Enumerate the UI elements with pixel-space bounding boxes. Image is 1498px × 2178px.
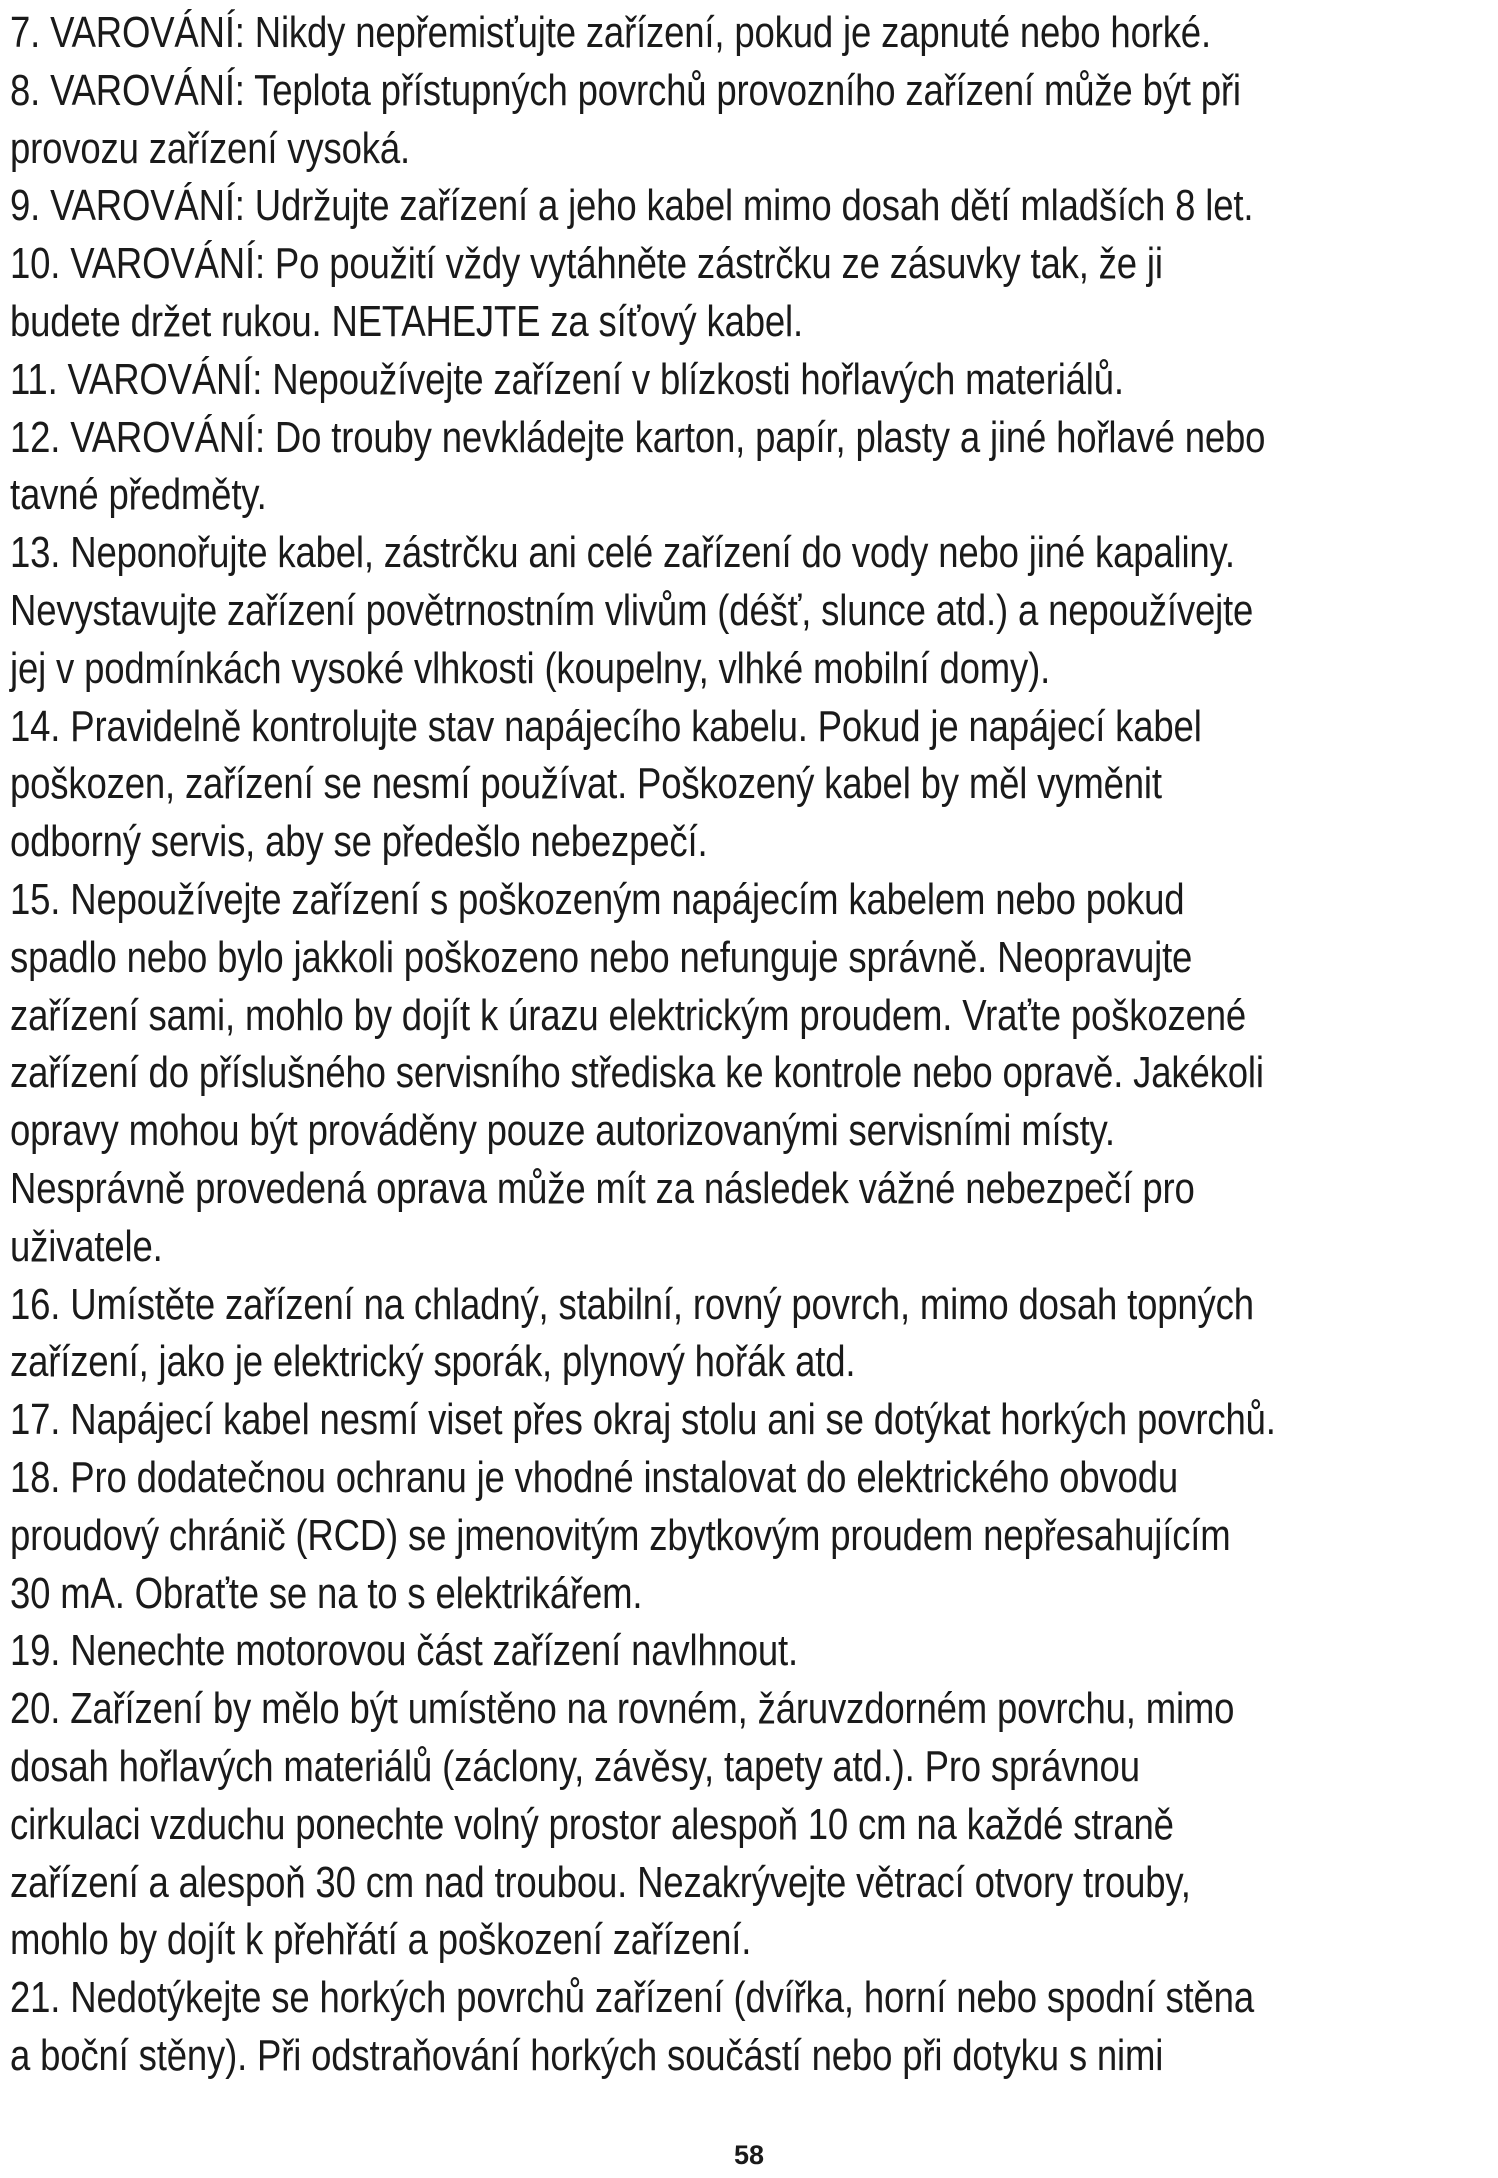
text-line: 16. Umístěte zařízení na chladný, stabilní, rovný povrch, mimo dosah topných (10, 1279, 1254, 1329)
text-line: a boční stěny). Při odstraňování horkých součástí nebo při dotyku s nimi (10, 2030, 1164, 2080)
text-line: opravy mohou být prováděny pouze autorizovanými servisními místy. (10, 1106, 1115, 1156)
safety-instructions-text (10, 4, 1276, 2085)
text-line: jej v podmínkách vysoké vlhkosti (koupelny, vlhké mobilní domy). (10, 643, 1051, 693)
text-line: tavné předměty. (10, 470, 267, 520)
text-line: zařízení a alespoň 30 cm nad troubou. Nezakrývejte větrací otvory trouby, (10, 1857, 1191, 1907)
text-line: poškozen, zařízení se nesmí používat. Poškozený kabel by měl vyměnit (10, 759, 1162, 809)
text-line: uživatele. (10, 1221, 163, 1271)
text-line: budete držet rukou. NETAHEJTE za síťový kabel. (10, 296, 803, 346)
text-line: 13. Neponořujte kabel, zástrčku ani celé zařízení do vody nebo jiné kapaliny. (10, 528, 1235, 578)
page-number: 58 (733, 2140, 765, 2170)
text-line: 18. Pro dodatečnou ochranu je vhodné instalovat do elektrického obvodu (10, 1452, 1178, 1502)
text-line: odborný servis, aby se předešlo nebezpečí. (10, 817, 708, 867)
text-line: 11. VAROVÁNÍ: Nepoužívejte zařízení v blízkosti hořlavých materiálů. (10, 354, 1124, 404)
text-line: provozu zařízení vysoká. (10, 123, 410, 173)
text-line: 15. Nepoužívejte zařízení s poškozeným napájecím kabelem nebo pokud (10, 874, 1185, 924)
text-line: 17. Napájecí kabel nesmí viset přes okraj stolu ani se dotýkat horkých povrchů. (10, 1395, 1276, 1445)
text-line: 10. VAROVÁNÍ: Po použití vždy vytáhněte zástrčku ze zásuvky tak, že ji (10, 239, 1163, 289)
text-line: zařízení, jako je elektrický sporák, plynový hořák atd. (10, 1337, 856, 1387)
text-line: proudový chránič (RCD) se jmenovitým zbytkovým proudem nepřesahujícím (10, 1510, 1231, 1560)
text-line: 7. VAROVÁNÍ: Nikdy nepřemisťujte zařízení, pokud je zapnuté nebo horké. (10, 8, 1211, 57)
text-line: 21. Nedotýkejte se horkých povrchů zařízení (dvířka, horní nebo spodní stěna (10, 1973, 1254, 2023)
text-line: 30 mA. Obraťte se na to s elektrikářem. (10, 1568, 643, 1618)
text-line: Nevystavujte zařízení povětrnostním vlivům (déšť, slunce atd.) a nepoužívejte (10, 585, 1254, 635)
text-line: mohlo by dojít k přehřátí a poškození zařízení. (10, 1915, 752, 1965)
text-line: zařízení do příslušného servisního střediska ke kontrole nebo opravě. Jakékoli (10, 1048, 1264, 1098)
text-line: Nesprávně provedená oprava může mít za následek vážné nebezpečí pro (10, 1163, 1195, 1213)
text-line: 14. Pravidelně kontrolujte stav napájecího kabelu. Pokud je napájecí kabel (10, 701, 1202, 751)
text-line: cirkulaci vzduchu ponechte volný prostor alespoň 10 cm na každé straně (10, 1799, 1174, 1849)
text-line: spadlo nebo bylo jakkoli poškozeno nebo nefunguje správně. Neopravujte (10, 932, 1193, 982)
document-page (8, 0, 1494, 2178)
text-line: dosah hořlavých materiálů (záclony, závěsy, tapety atd.). Pro správnou (10, 1741, 1140, 1791)
text-line: 12. VAROVÁNÍ: Do trouby nevkládejte karton, papír, plasty a jiné hořlavé nebo (10, 412, 1266, 462)
text-line: 19. Nenechte motorovou část zařízení navlhnout. (10, 1626, 798, 1676)
text-line: 9. VAROVÁNÍ: Udržujte zařízení a jeho kabel mimo dosah dětí mladších 8 let. (10, 181, 1254, 231)
text-line: 20. Zařízení by mělo být umístěno na rovném, žáruvzdorném povrchu, mimo (10, 1684, 1235, 1734)
text-line: zařízení sami, mohlo by dojít k úrazu elektrickým proudem. Vraťte poškozené (10, 990, 1247, 1040)
text-line: 8. VAROVÁNÍ: Teplota přístupných povrchů provozního zařízení může být při (10, 65, 1241, 115)
